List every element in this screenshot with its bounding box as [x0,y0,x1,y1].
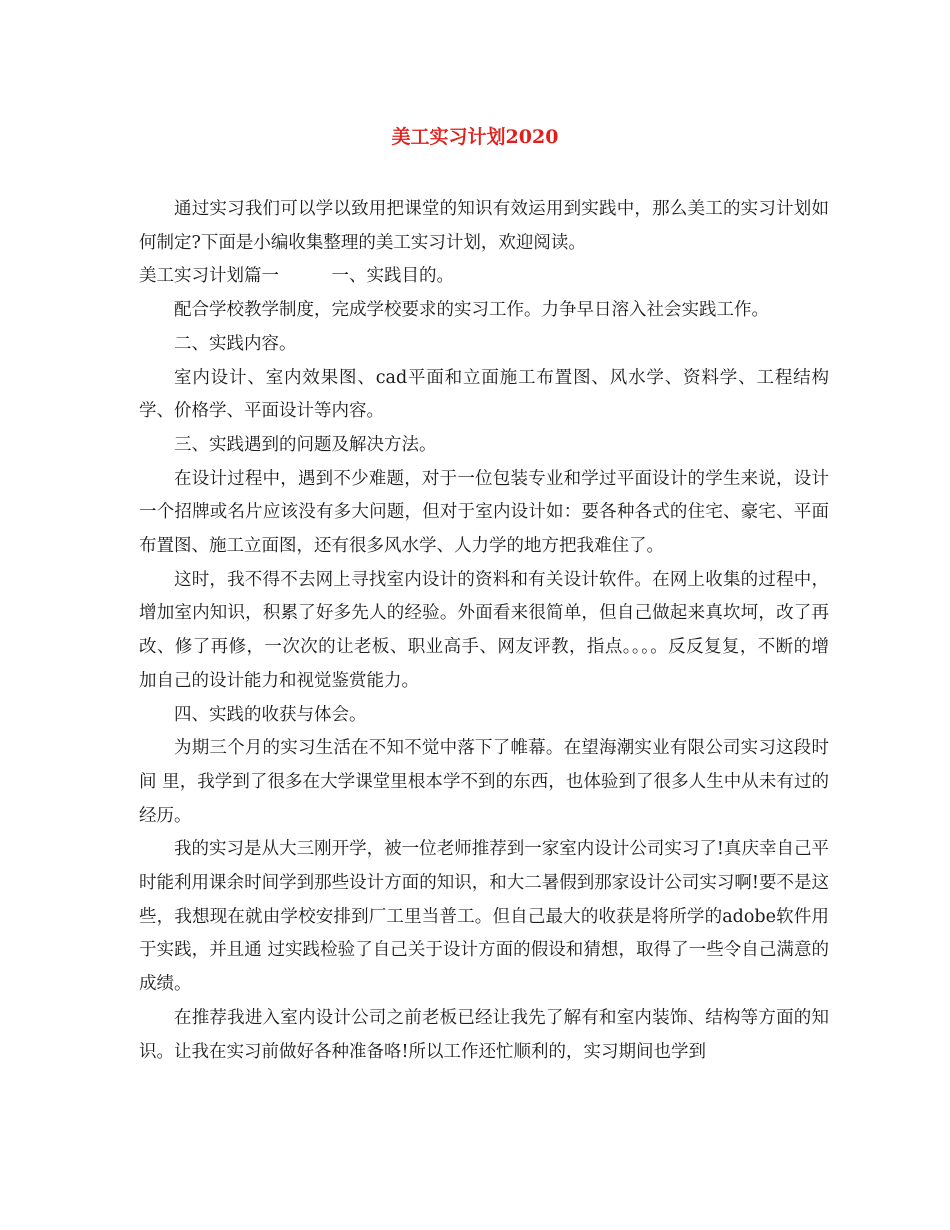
intro-paragraph: 通过实习我们可以学以致用把课堂的知识有效运用到实践中，那么美工的实习计划如何制定?下面是小编收集整理的美工实习计划，欢迎阅读。 [139,199,829,253]
document-body [139,193,829,1069]
section-heading-gains: 四、实践的收获与体会。 [174,704,367,725]
section-heading-plan-one: 美工实习计划篇一 一、实践目的。 [139,266,454,287]
paragraph-gains-3: 在推荐我进入室内设计公司之前老板已经让我先了解有和室内装饰、结构等方面的知识。让我在实习前做好各种准备咯!所以工作还忙顺利的，实习期间也学到 [139,1007,829,1062]
paragraph-problems: 在设计过程中，遇到不少难题，对于一位包装专业和学过平面设计的学生来说，设计一个招牌或名片应该没有多大问题，但对于室内设计如：要各种各式的住宅、豪宅、平面布置图、施工立面图，还有很多风水学、人力学的地方把我难住了。 [139,468,829,557]
paragraph-gains-1: 为期三个月的实习生活在不知不觉中落下了帷幕。在望海潮实业有限公司实习这段时间 里，我学到了很多在大学课堂里根本学不到的东西，也体验到了很多人生中从未有过的经历。 [139,738,829,826]
paragraph-content: 室内设计、室内效果图、cad平面和立面施工布置图、风水学、资料学、工程结构学、价格学、平面设计等内容。 [139,367,829,422]
section-heading-problems: 三、实践遇到的问题及解决方法。 [174,434,437,455]
paragraph-solutions: 这时，我不得不去网上寻找室内设计的资料和有关设计软件。在网上收集的过程中，增加室内知识，积累了好多先人的经验。外面看来很简单，但自己做起来真坎坷，改了再改、修了再修，一次次的让老板、职业高手、网友评教，指点。。。。反反复复，不断的增加自己的设计能力和视觉鉴赏能力。 [139,569,829,691]
section-heading-content: 二、实践内容。 [174,333,297,354]
paragraph-gains-2: 我的实习是从大三刚开学，被一位老师推荐到一家室内设计公司实习了!真庆幸自己平时能利用课余时间学到那些设计方面的知识，和大二暑假到那家设计公司实习啊!要不是这些，我想现在就由学校安排到厂工里当普工。但自己最大的收获是将所学的adobe软件用于实践，并且通 过实践检验了自己关于设计方面的假设和猜想，取得了一些令自己满意的成绩。 [139,839,829,995]
document-title: 美工实习计划2020 [391,126,559,148]
paragraph-purpose: 配合学校教学制度，完成学校要求的实习工作。力争早日溶入社会实践工作。 [174,300,769,321]
